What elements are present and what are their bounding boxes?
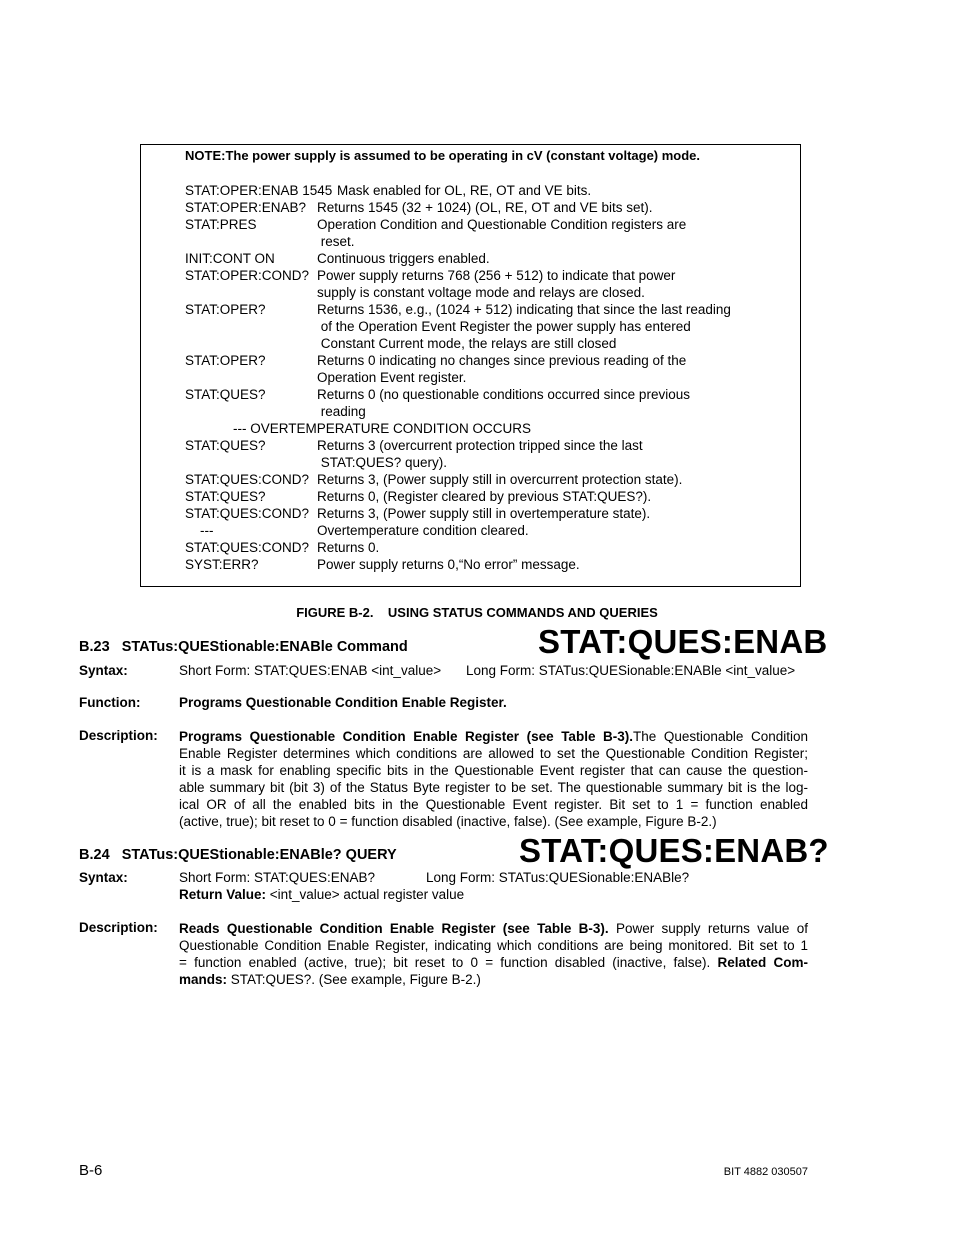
figure-row-description: of the Operation Event Register the power supply has entered <box>317 319 691 334</box>
figure-row-description: Power supply returns 768 (256 + 512) to indicate that power <box>317 268 676 283</box>
figure-row-description: Operation Event register. <box>317 370 467 385</box>
b23-description-label: Description: <box>79 728 158 743</box>
figure-row-description: reset. <box>317 234 355 249</box>
figure-box <box>140 144 801 587</box>
figure-row-description: Operation Condition and Questionable Condition registers are <box>317 217 687 232</box>
figure-row-description: Returns 0 indicating no changes since previous reading of the <box>317 353 687 368</box>
figure-row-command: SYST:ERR? <box>185 557 259 572</box>
section-b23-title: STATus:QUEStionable:ENABle Command <box>121 639 408 655</box>
figure-row-description: Power supply returns 0,“No error” message. <box>317 557 580 572</box>
figure-row-command: STAT:PRES <box>185 217 257 232</box>
figure-row-command: STAT:QUES? <box>185 438 266 453</box>
description-text: able summary bit (bit 3) of the Status Byte register to be set. The questionable summary bit is the log- <box>179 780 808 795</box>
figure-row-event: --- OVERTEMPERATURE CONDITION OCCURS <box>233 421 532 436</box>
figure-row-command: STAT:OPER:ENAB 1545 <box>185 183 333 198</box>
figure-row-command: STAT:QUES:COND? <box>185 506 310 521</box>
description-text: = function enabled (active, true); bit reset to 0 = function disabled (inactive, false). <box>179 955 718 970</box>
figure-row-command: STAT:OPER:ENAB? <box>185 200 307 215</box>
description-text: Enable Register determines which conditions are allowed to set the Questionable Condition Register; <box>179 746 808 761</box>
b24-return-value <box>179 887 464 902</box>
figure-row-description: Returns 1545 (32 + 1024) (OL, RE, OT and VE bits set). <box>317 200 653 215</box>
description-text: (active, true); bit reset to 0 = function disabled (inactive, false). (See example, Figure B-2.) <box>179 814 717 829</box>
description-text: The Questionable Condition <box>633 729 808 744</box>
b24-return-label: Return Value: <box>179 887 267 902</box>
figure-row-description: reading <box>317 404 366 419</box>
figure-row-command: STAT:QUES? <box>185 489 266 504</box>
b23-description <box>179 728 808 830</box>
b23-function-text: Programs Questionable Condition Enable Register. <box>179 695 507 710</box>
figure-row-description: Returns 3 (overcurrent protection tripped since the last <box>317 438 643 453</box>
figure-row-description: Returns 1536, e.g., (1024 + 512) indicating that since the last reading <box>317 302 731 317</box>
description-line <box>179 796 808 813</box>
b23-syntax-long: Long Form: STATus:QUESionable:ENABle <int_value> <box>466 663 796 678</box>
figure-row-command: STAT:OPER? <box>185 353 266 368</box>
description-bold: mands: <box>179 972 228 987</box>
figure-row-description: Overtemperature condition cleared. <box>317 523 529 538</box>
description-text: Power supply returns value of <box>608 921 808 936</box>
figure-row-command: INIT:CONT ON <box>185 251 275 266</box>
figure-row-command: STAT:QUES:COND? <box>185 472 310 487</box>
document-id: BIT 4882 030507 <box>723 1166 808 1178</box>
b24-syntax-short: Short Form: STAT:QUES:ENAB? <box>179 870 376 885</box>
page-number: B-6 <box>79 1162 103 1179</box>
description-text: STAT:QUES?. (See example, Figure B-2.) <box>227 972 481 987</box>
section-b24-heading <box>79 847 397 863</box>
figure-caption: FIGURE B-2. USING STATUS COMMANDS AND QUERIES <box>296 605 658 620</box>
figure-row-description: supply is constant voltage mode and relays are closed. <box>317 285 645 300</box>
figure-row-description: Continuous triggers enabled. <box>317 251 490 266</box>
figure-row-command: STAT:QUES:COND? <box>185 540 310 555</box>
b24-syntax-label: Syntax: <box>79 870 128 885</box>
section-b24-number: B.24 <box>79 847 110 863</box>
description-text: ical OR of all the enabled bits in the Questionable Event register. Bit set to 1 = function enabled <box>179 797 808 812</box>
description-line <box>179 971 808 988</box>
figure-row-command: STAT:OPER? <box>185 302 266 317</box>
description-line <box>179 813 808 830</box>
description-bold: Reads Questionable Condition Enable Register (see Table B-3). <box>179 921 609 936</box>
figure-row-command: STAT:QUES? <box>185 387 266 402</box>
section-b24-title: STATus:QUEStionable:ENABle? QUERY <box>121 847 397 863</box>
section-b23-command: STAT:QUES:ENAB <box>538 623 828 660</box>
section-b23-heading <box>79 639 408 655</box>
figure-row-description: Returns 0, (Register cleared by previous STAT:QUES?). <box>317 489 652 504</box>
figure-row-description: Returns 3, (Power supply still in overcurrent protection state). <box>317 472 683 487</box>
description-line <box>179 745 808 762</box>
description-line <box>179 779 808 796</box>
section-b23-number: B.23 <box>79 639 110 655</box>
b24-description-label: Description: <box>79 920 158 935</box>
b24-description <box>179 920 808 988</box>
description-text: it is a mask for enabling specific bits in the Questionable Event register that can cause the question- <box>179 763 808 778</box>
figure-row-description: Mask enabled for OL, RE, OT and VE bits. <box>337 183 592 198</box>
section-b24-command: STAT:QUES:ENAB? <box>519 832 829 869</box>
description-line <box>179 937 808 954</box>
description-line <box>179 728 808 745</box>
figure-row-command: STAT:OPER:COND? <box>185 268 310 283</box>
b23-syntax-short: Short Form: STAT:QUES:ENAB <int_value> <box>179 663 442 678</box>
figure-row-description: Returns 3, (Power supply still in overtemperature state). <box>317 506 651 521</box>
figure-note: NOTE:The power supply is assumed to be operating in cV (constant voltage) mode. <box>185 148 701 163</box>
b24-syntax-long: Long Form: STATus:QUESionable:ENABle? <box>426 870 690 885</box>
figure-row-description: Returns 0 (no questionable conditions occurred since previous <box>317 387 690 402</box>
description-text: Questionable Condition Enable Register, indicating which conditions are being monitored. Bit set to 1 <box>179 938 808 953</box>
figure-row-description: STAT:QUES? query). <box>317 455 448 470</box>
b23-syntax-label: Syntax: <box>79 663 128 678</box>
figure-row-description: Returns 0. <box>317 540 380 555</box>
description-bold: Programs Questionable Condition Enable Register (see Table B-3). <box>179 729 634 744</box>
figure-row-description: Constant Current mode, the relays are still closed <box>317 336 617 351</box>
b23-function-label: Function: <box>79 695 141 710</box>
description-line <box>179 920 808 937</box>
description-line <box>179 762 808 779</box>
description-line <box>179 954 808 971</box>
figure-row-command: --- <box>185 523 214 538</box>
b24-return-text: <int_value> actual register value <box>269 887 465 902</box>
description-bold: Related Com- <box>717 955 808 970</box>
